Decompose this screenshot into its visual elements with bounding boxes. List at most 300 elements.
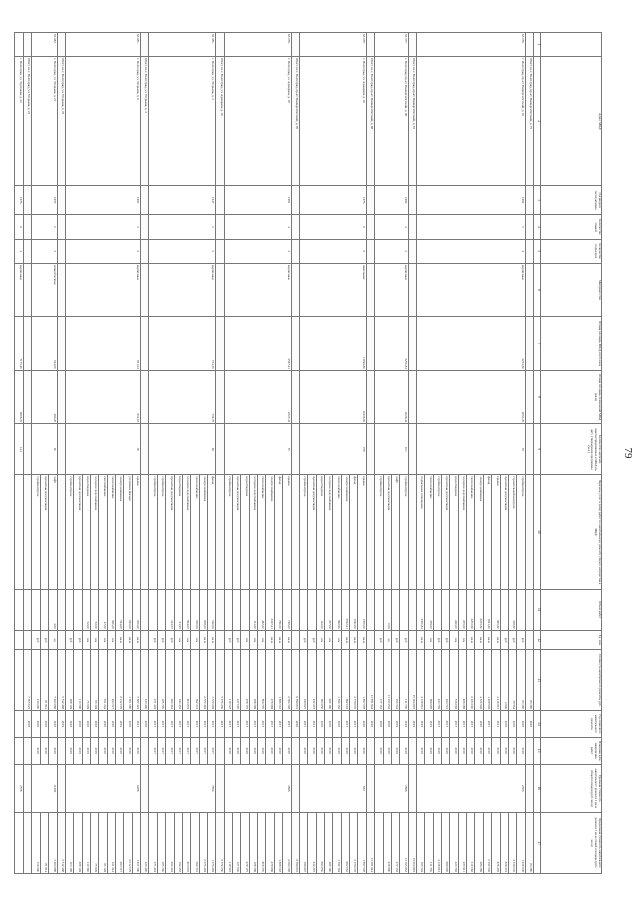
finish-year: 2018 <box>383 737 391 764</box>
limit-cost: 1 651 580 <box>132 813 140 874</box>
empty-cell <box>216 370 224 423</box>
total-row <box>525 33 533 874</box>
work-volume: 112,00 <box>316 589 324 630</box>
unit: руб <box>308 630 316 649</box>
work-cost: 110 590 <box>74 650 82 711</box>
wall-material: кирпичные <box>149 263 216 316</box>
plan-year: 2017 <box>182 711 190 738</box>
total-address: Итого по г. Волгоград, ул. Адмирала, д. 16 <box>216 57 224 186</box>
work-cost: 1 938 936 <box>483 650 491 711</box>
table-row <box>358 33 366 874</box>
building-address: г. Волгоград, ул. Тургенева, д. 23 <box>15 57 24 186</box>
unit-cost: 11209 <box>32 764 57 813</box>
limit-cost: 480 180 <box>325 813 333 874</box>
work-cost: 79 564 <box>508 650 516 711</box>
empty-cell <box>525 186 533 215</box>
finish-year: 2019 <box>425 737 433 764</box>
column-header-udel: Удельная стоимость капитального ремонта 1 кв.м общей площади (руб./кв.м) <box>541 764 602 813</box>
column-number: 17 <box>534 813 541 874</box>
finish-year: 2018 <box>224 737 232 764</box>
empty-cell <box>291 424 299 475</box>
floor-count: 9 <box>299 215 366 239</box>
work-type: теплоснабжение <box>425 475 433 589</box>
limit-cost: 263 517 <box>116 813 124 874</box>
total-plan-year: 2019 <box>408 711 416 738</box>
residents-count: 30 <box>65 424 140 475</box>
unit: кв.м <box>199 630 207 649</box>
finish-year: 2017 <box>199 737 207 764</box>
work-cost: 177 152 <box>375 650 383 711</box>
empty-cell <box>366 737 374 764</box>
empty-cell <box>291 589 299 630</box>
plan-year: 2018 <box>358 711 366 738</box>
table-body <box>15 33 534 874</box>
limit-cost: 288 149 <box>74 813 82 874</box>
limit-cost: 127 000 <box>233 813 241 874</box>
unit: руб <box>157 630 165 649</box>
column-header-plan_year: Год планового капитального ремонта <box>541 711 602 738</box>
empty-cell <box>408 475 416 589</box>
work-volume: 964,00 <box>182 589 190 630</box>
work-volume <box>433 589 441 630</box>
finish-year: 2018 <box>107 737 115 764</box>
floor-count: 3 <box>65 215 140 239</box>
work-volume: 1700,00 <box>358 589 366 630</box>
total-limit-cost: 5 512 498 <box>57 813 65 874</box>
limit-cost: 1 370 209 <box>207 813 215 874</box>
work-cost: 2 370 494 <box>199 650 207 711</box>
empty-cell <box>366 370 374 423</box>
work-type: холодное водоснабжение <box>249 475 257 589</box>
work-cost: 7 463 888 <box>49 650 57 711</box>
limit-cost: 185 700 <box>157 813 165 874</box>
year-built: 1976 <box>15 186 24 215</box>
limit-cost <box>375 813 383 874</box>
empty-cell <box>525 764 533 813</box>
empty-cell <box>291 370 299 423</box>
finish-year: 2019 <box>391 737 399 764</box>
total-area: 734,70 <box>149 317 216 370</box>
finish-year: 2018 <box>508 737 516 764</box>
work-cost: 199 827 <box>299 650 307 711</box>
total-row <box>141 33 149 874</box>
work-volume: 482,00 <box>258 589 266 630</box>
empty-cell <box>525 33 533 57</box>
empty-cell <box>291 239 299 263</box>
work-cost: 4 138 812 <box>416 650 424 711</box>
unit: кв.м <box>358 630 366 649</box>
plan-year: 2017 <box>308 711 316 738</box>
total-limit-cost: 83 380 <box>525 813 533 874</box>
total-cost: 5 512 498 <box>57 650 65 711</box>
work-cost: 1 651 580 <box>124 650 132 711</box>
work-type: холодное водоснабжение <box>325 475 333 589</box>
empty-cell <box>24 239 32 263</box>
column-number: 7 <box>534 317 541 370</box>
plan-year: 2018 <box>517 711 525 738</box>
plan-year: 2018 <box>508 711 516 738</box>
empty-cell <box>141 263 149 316</box>
work-cost: 2 183 000 <box>467 650 475 711</box>
plan-year: 2017 <box>433 711 441 738</box>
column-number: 3 <box>534 186 541 215</box>
column-number: 2 <box>534 57 541 186</box>
finish-year: 2019 <box>82 737 90 764</box>
plan-year: 2018 <box>74 711 82 738</box>
entrance-count: 4 <box>15 239 24 263</box>
empty-cell <box>408 737 416 764</box>
total-limit-cost: 5 770 350 <box>216 813 224 874</box>
row-number: 63.382. <box>32 33 57 57</box>
work-type: водоотведение <box>450 475 458 589</box>
finish-year: 2018 <box>333 737 341 764</box>
limit-cost: 194 452 <box>174 813 182 874</box>
total-row <box>408 33 416 874</box>
work-volume: 540,00 <box>207 589 215 630</box>
premises-area: 11916,60 <box>299 370 366 423</box>
finish-year: 2017 <box>182 737 190 764</box>
total-address: Итого по г. Волгоград, пр-кт Университетский, д. 91 <box>408 57 416 186</box>
table-row <box>400 33 408 874</box>
work-type: теплоснабжение <box>191 475 199 589</box>
empty-cell <box>216 475 224 589</box>
wall-material: панельные <box>299 263 366 316</box>
work-cost: 165 544 <box>391 650 399 711</box>
finish-year: 2018 <box>124 737 132 764</box>
work-volume: 2300,84 <box>416 589 424 630</box>
work-cost: 1 867 578 <box>358 650 366 711</box>
empty-cell <box>57 764 65 813</box>
work-volume: 960,00 <box>107 589 115 630</box>
plan-year: 2017 <box>166 711 174 738</box>
year-built: 1962 <box>375 186 408 215</box>
finish-year: 2018 <box>458 737 466 764</box>
column-number: 5 <box>534 239 541 263</box>
unit: кв.м <box>116 630 124 649</box>
wall-material: кирпичные <box>375 263 408 316</box>
empty-cell <box>525 317 533 370</box>
work-type: стройконтроль <box>400 475 408 589</box>
unit: кв.м <box>283 630 291 649</box>
total-row <box>366 33 374 874</box>
work-cost: 5 687 424 <box>132 650 140 711</box>
empty-cell <box>525 263 533 316</box>
unit: п.м <box>182 630 190 649</box>
work-type: стройконтроль <box>433 475 441 589</box>
work-volume: 237,00 <box>325 589 333 630</box>
empty-cell <box>408 589 416 630</box>
empty-cell <box>216 589 224 630</box>
empty-cell <box>525 215 533 239</box>
premises-area: 2061,20 <box>416 370 525 423</box>
limit-cost: 110 590 <box>82 813 90 874</box>
work-type: газоснабжение <box>99 475 107 589</box>
work-volume: 695,60 <box>492 589 500 630</box>
work-volume <box>157 589 165 630</box>
work-cost: 11 165 832 <box>383 650 391 711</box>
entrance-count: 2 <box>149 239 216 263</box>
work-type: электроснабжение <box>475 475 483 589</box>
unit: кв.м <box>266 630 274 649</box>
empty-cell <box>15 711 24 738</box>
row-number: 63.379. <box>224 33 291 57</box>
finish-year: 2018 <box>492 737 500 764</box>
work-volume: 500,00 <box>132 589 140 630</box>
building-address: г. Волгоград, пр-кт Университетский, д. 98 <box>375 57 408 186</box>
unit: п.м <box>258 630 266 649</box>
work-type: водоотведение <box>316 475 324 589</box>
plan-year: 2019 <box>425 711 433 738</box>
empty-cell <box>24 475 32 589</box>
total-limit-cost: 11 581 944 <box>366 813 374 874</box>
work-type: лифт <box>49 475 57 589</box>
unit: п.м <box>333 630 341 649</box>
plan-year: 2019 <box>391 711 399 738</box>
work-volume <box>65 589 73 630</box>
limit-cost: 4 539 032 <box>508 813 516 874</box>
empty-cell <box>15 589 24 630</box>
unit: руб <box>65 630 73 649</box>
plan-year: 2018 <box>107 711 115 738</box>
empty-cell <box>408 33 416 57</box>
empty-cell <box>408 215 416 239</box>
column-header-mat: Материал стен <box>541 263 602 316</box>
limit-cost: 171 404 <box>149 813 157 874</box>
unit: ед <box>383 630 391 649</box>
total-cost: 7 705 021 <box>24 650 32 711</box>
column-number: 13 <box>534 650 541 711</box>
total-limit-cost <box>24 813 32 874</box>
work-cost: 2 084 508 <box>283 650 291 711</box>
total-limit-cost: 123 400 <box>141 813 149 874</box>
empty-cell <box>408 630 416 649</box>
plan-year: 2019 <box>400 711 408 738</box>
empty-cell <box>366 630 374 649</box>
unit: кв.м <box>475 630 483 649</box>
work-cost: 65 149 <box>90 650 98 711</box>
row-number <box>15 33 24 57</box>
work-type: стройконтроль <box>32 475 40 589</box>
plan-year: 2017 <box>157 711 165 738</box>
entrance-count: 4 <box>416 239 525 263</box>
column-header-works: Перечень услуг и (или) работ по капитальному ремонту общего имущества в МКД <box>541 475 602 589</box>
work-volume <box>517 589 525 630</box>
unit: кв.м <box>124 630 132 649</box>
work-volume <box>308 589 316 630</box>
work-volume: 91,95 <box>174 589 182 630</box>
residents-count: 20 <box>32 424 57 475</box>
work-cost: 1 370 209 <box>207 650 215 711</box>
residents-count: 476 <box>299 424 366 475</box>
limit-cost: 806 770 <box>258 813 266 874</box>
work-type: крыша <box>283 475 291 589</box>
total-plan-year: 2018 <box>291 711 299 738</box>
empty-cell <box>141 33 149 57</box>
limit-cost: 118 523 <box>224 813 232 874</box>
limit-cost: 264 404 <box>166 813 174 874</box>
unit: руб <box>442 630 450 649</box>
work-volume: 2253,60 <box>467 589 475 630</box>
empty-cell <box>141 215 149 239</box>
plan-year: 2018 <box>325 711 333 738</box>
row-number: 63.378. <box>299 33 366 57</box>
empty-cell <box>57 424 65 475</box>
work-volume <box>391 589 399 630</box>
finish-year: 2018 <box>517 737 525 764</box>
plan-year: 2018 <box>65 711 73 738</box>
work-volume: 1520,00 <box>350 589 358 630</box>
unit: кв.м <box>350 630 358 649</box>
total-address: Итого по г. Волгоград, пр-кт Университетский, д. 95 <box>291 57 299 186</box>
plan-year: 2018 <box>475 711 483 738</box>
column-header-cost: Стоимость капитального ремонта, руб. <box>541 650 602 711</box>
year-built: 1950 <box>32 186 57 215</box>
plan-year: 2017 <box>258 711 266 738</box>
empty-cell <box>24 424 32 475</box>
empty-cell <box>141 239 149 263</box>
work-type: стройконтроль <box>65 475 73 589</box>
work-cost: 75 939 <box>82 650 90 711</box>
work-type: проектная документация <box>500 475 508 589</box>
unit: п.м <box>82 630 90 649</box>
building-address: г. Волгоград, ул. Адмирала, д. 18 <box>224 57 291 186</box>
limit-cost: 11 165 832 <box>400 813 408 874</box>
unit: кв.м <box>341 630 349 649</box>
plan-year: 2017 <box>350 711 358 738</box>
work-volume: 524,00 <box>116 589 124 630</box>
plan-year: 2019 <box>116 711 124 738</box>
work-volume <box>74 589 82 630</box>
column-number: 10 <box>534 475 541 589</box>
work-type: крыша <box>358 475 366 589</box>
work-volume: 240,00 <box>450 589 458 630</box>
total-address: Итого по г. Волгоград, ул. Угорьева, д. 35 <box>57 57 65 186</box>
work-type: электроснабжение <box>116 475 124 589</box>
page-number: 79 <box>622 447 634 459</box>
finish-year: 2018 <box>233 737 241 764</box>
work-cost: 223 512 <box>442 650 450 711</box>
unit: п.м <box>316 630 324 649</box>
limit-cost: 2 012 076 <box>124 813 132 874</box>
unit: руб <box>400 630 408 649</box>
unit: п.м <box>249 630 257 649</box>
work-type: водоотведение <box>241 475 249 589</box>
unit: п.м <box>425 630 433 649</box>
unit: руб <box>224 630 232 649</box>
total-area: 7175,20 <box>15 317 24 370</box>
empty-cell <box>291 737 299 764</box>
plan-year: 2017 <box>207 711 215 738</box>
work-type: крыша <box>492 475 500 589</box>
limit-cost: 699 695 <box>442 813 450 874</box>
finish-year: 2019 <box>416 737 424 764</box>
work-cost: 1 590 164 <box>333 650 341 711</box>
work-cost: 516 082 <box>450 650 458 711</box>
floor-count: 2 <box>32 215 57 239</box>
empty-cell <box>57 475 65 589</box>
plan-year: 2018 <box>82 711 90 738</box>
total-plan-year: 2018 <box>141 711 149 738</box>
limit-cost: 223 792 <box>450 813 458 874</box>
column-number: 8 <box>534 370 541 423</box>
column-number: 9 <box>534 424 541 475</box>
work-cost: 264 404 <box>166 650 174 711</box>
plan-year: 2017 <box>241 711 249 738</box>
column-header-floors: Количество этажей <box>541 215 602 239</box>
finish-year: 2017 <box>207 737 215 764</box>
premises-area: 6608,30 <box>15 370 24 423</box>
unit: руб <box>500 630 508 649</box>
premises-area: 951,03 <box>65 370 140 423</box>
work-type: крыша <box>132 475 140 589</box>
plan-year: 2018 <box>500 711 508 738</box>
row-number: 63.377. <box>375 33 408 57</box>
floor-count: 9 <box>15 215 24 239</box>
column-number: 1 <box>534 33 541 57</box>
limit-cost: 278 175 <box>241 813 249 874</box>
work-cost: 806 770 <box>258 650 266 711</box>
finish-year: 2018 <box>316 737 324 764</box>
plan-year: 2017 <box>483 711 491 738</box>
empty-cell <box>366 475 374 589</box>
finish-year: 2018 <box>325 737 333 764</box>
empty-cell <box>24 215 32 239</box>
finish-year: 2018 <box>266 737 274 764</box>
limit-cost: 65 149 <box>99 813 107 874</box>
limit-cost: 1 938 936 <box>517 813 525 874</box>
year-built: 1976 <box>299 186 366 215</box>
limit-cost: 279 966 <box>266 813 274 874</box>
finish-year: 2017 <box>174 737 182 764</box>
work-volume: 479,00 <box>425 589 433 630</box>
empty-cell <box>525 475 533 589</box>
unit-cost: 2306 <box>416 764 525 813</box>
unit: п.м <box>325 630 333 649</box>
total-plan-year: 2019 <box>57 711 65 738</box>
empty-cell <box>291 630 299 649</box>
work-type: проектная документация <box>233 475 241 589</box>
finish-year: 2018 <box>483 737 491 764</box>
unit: руб <box>508 630 516 649</box>
floor-count: 4 <box>375 215 408 239</box>
total-row <box>24 33 32 874</box>
entrance-count: 2 <box>65 239 140 263</box>
limit-cost: 2 084 508 <box>283 813 291 874</box>
work-volume <box>299 589 307 630</box>
finish-year: 2018 <box>49 737 57 764</box>
work-volume: 645,00 <box>124 589 132 630</box>
plan-year: 2017 <box>249 711 257 738</box>
unit: п.м <box>99 630 107 649</box>
work-cost: 4 640 <box>500 650 508 711</box>
plan-year: 2018 <box>49 711 57 738</box>
work-cost: 4 530 692 <box>475 650 483 711</box>
building-address: г. Волгоград, ул. Угорьева, д. 6 <box>65 57 140 186</box>
work-type: стройконтроль <box>375 475 383 589</box>
empty-cell <box>366 239 374 263</box>
limit-cost: 75 939 <box>90 813 98 874</box>
empty-cell <box>291 215 299 239</box>
total-area: 951,03 <box>65 317 140 370</box>
finish-year: 2018 <box>274 737 282 764</box>
premises-area: 2327,41 <box>224 370 291 423</box>
column-number: 12 <box>534 630 541 649</box>
work-type: лифт <box>391 475 399 589</box>
residents-count: 144 <box>15 424 24 475</box>
empty-cell <box>57 239 65 263</box>
empty-cell <box>141 370 149 423</box>
work-type: холодное водоснабжение <box>90 475 98 589</box>
